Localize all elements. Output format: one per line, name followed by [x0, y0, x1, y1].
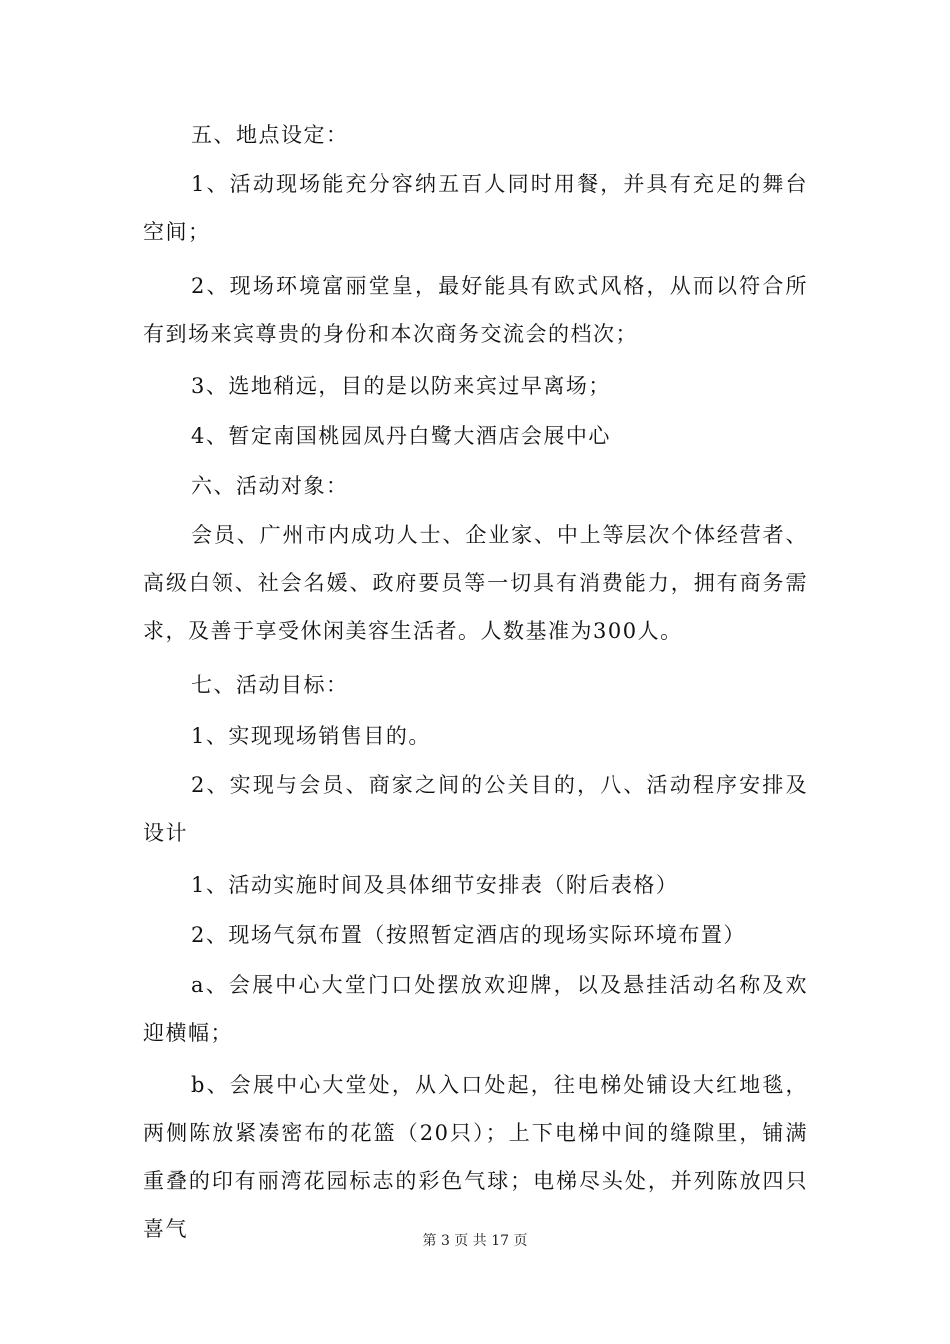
- paragraph-schedule-1: 1、活动实施时间及具体细节安排表（附后表格）: [191, 873, 679, 897]
- heading-audience: 六、活动对象：: [191, 474, 349, 498]
- paragraph-decor-a: a、会展中心大堂门口处摆放欢迎牌，以及悬挂活动名称及欢迎横幅；: [143, 973, 808, 1045]
- paragraph-decor-b: b、会展中心大堂处，从入口处起，往电梯处铺设大红地毯，两侧陈放紧凑密布的花篮（20只）；上下电梯中间的缝隙里，铺满重叠的印有丽湾花园标志的彩色气球；电梯尽头处，并列陈放四只喜气: [143, 1073, 808, 1241]
- paragraph-location-1: 1、活动现场能充分容纳五百人同时用餐，并具有充足的舞台空间；: [143, 172, 808, 244]
- paragraph-location-3: 3、选地稍远，目的是以防来宾过早离场；: [191, 374, 611, 398]
- heading-goals: 七、活动目标：: [191, 673, 349, 697]
- heading-location: 五、地点设定：: [191, 123, 349, 147]
- paragraph-goal-2: 2、实现与会员、商家之间的公关目的，八、活动程序安排及设计: [143, 773, 808, 845]
- paragraph-audience: 会员、广州市内成功人士、企业家、中上等层次个体经营者、高级白领、社会名媛、政府要员等一切具有消费能力，拥有商务需求，及善于享受休闲美容生活者。人数基准为300人。: [143, 523, 808, 643]
- paragraph-location-4: 4、暂定南国桃园凤丹白鹭大酒店会展中心: [191, 424, 611, 448]
- paragraph-goal-1: 1、实现现场销售目的。: [191, 724, 431, 748]
- paragraph-location-2: 2、现场环境富丽堂皇，最好能具有欧式风格，从而以符合所有到场来宾尊贵的身份和本次商务交流会的档次；: [143, 274, 808, 346]
- paragraph-schedule-2: 2、现场气氛布置（按照暂定酒店的现场实际环境布置）: [191, 923, 746, 947]
- page-footer: 第 3 页 共 17 页: [422, 1233, 528, 1249]
